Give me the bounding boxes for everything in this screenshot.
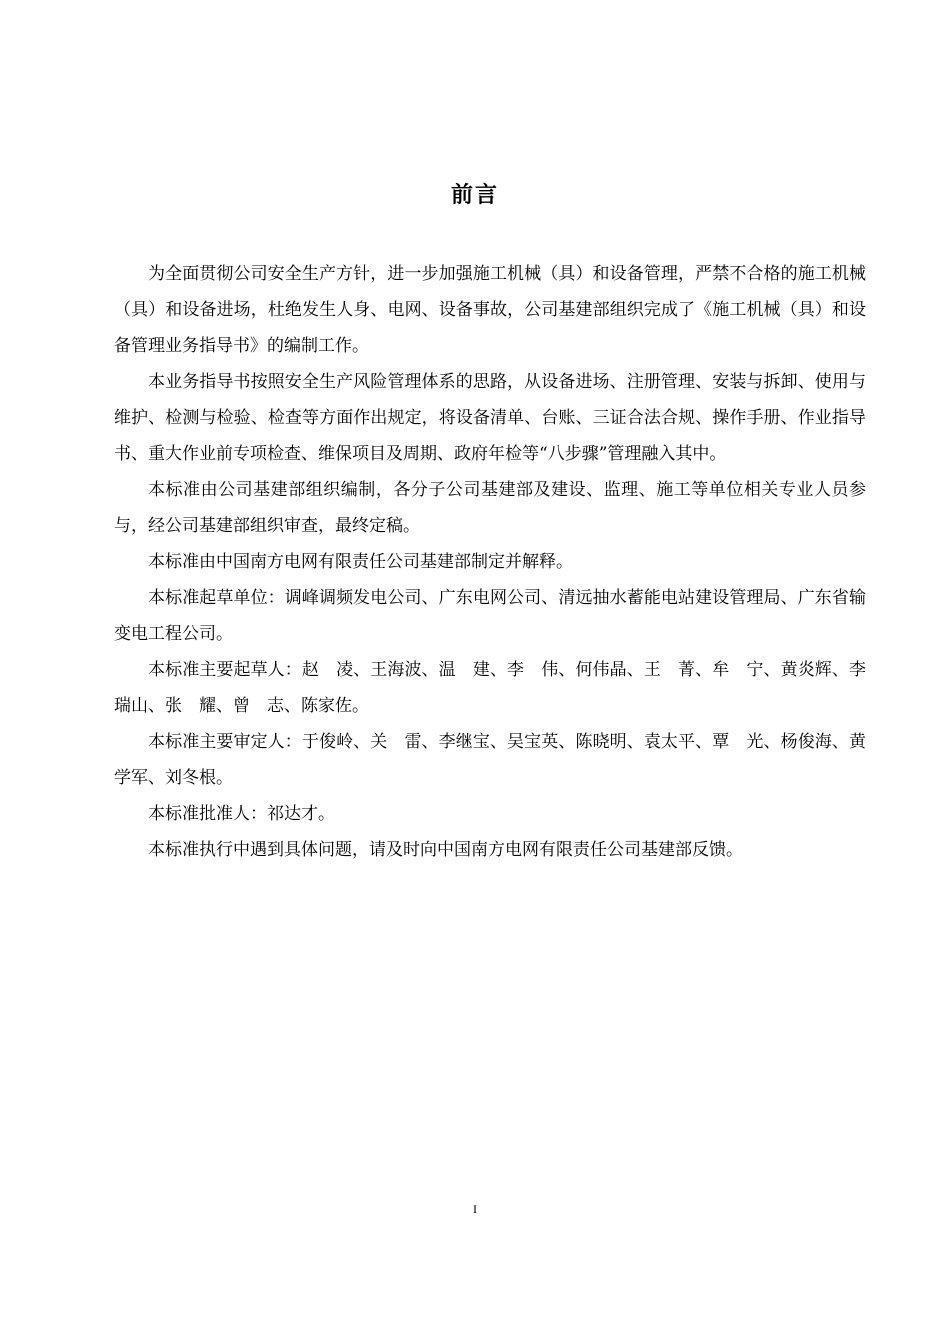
paragraph-feedback: 本标准执行中遇到具体问题，请及时向中国南方电网有限责任公司基建部反馈。 [148, 840, 743, 860]
paragraph-compilation: 本标准由公司基建部组织编制，各分子公司基建部及建设、监理、施工等单位相关专业人员参与，经公司基建部组织审查，最终定稿。 [114, 480, 866, 536]
paragraph-scope: 本业务指导书按照安全生产风险管理体系的思路，从设备进场、注册管理、安装与拆卸、使用与维护、检测与检验、检查等方面作出规定，将设备清单、台账、三证合法合规、操作手册、作业指导书、重大作业前专项检查、维保项目及周期、政府年检等“八步骤”管理融入其中。 [114, 372, 866, 464]
paragraph-approver: 本标准批准人：祁达才。 [148, 804, 335, 824]
paragraph-purpose: 为全面贯彻公司安全生产方针，进一步加强施工机械（具）和设备管理，严禁不合格的施工机械（具）和设备进场，杜绝发生人身、电网、设备事故，公司基建部组织完成了《施工机械（具）和设备管理业务指导书》的编制工作。 [114, 264, 866, 356]
page-number: I [473, 1202, 477, 1216]
body-text [114, 256, 866, 868]
paragraph-interpretation: 本标准由中国南方电网有限责任公司基建部制定并解释。 [148, 552, 573, 572]
paragraph-reviewers: 本标准主要审定人：于俊岭、关 雷、李继宝、吴宝英、陈晓明、袁太平、覃 光、杨俊海、黄学军、刘冬根。 [114, 732, 866, 788]
paragraph-drafters: 本标准主要起草人：赵 凌、王海波、温 建、李 伟、何伟晶、王 菁、牟 宁、黄炎辉、李瑞山、张 耀、曾 志、陈家佐。 [114, 660, 866, 716]
page-title: 前言 [450, 183, 499, 208]
paragraph-drafting-units: 本标准起草单位：调峰调频发电公司、广东电网公司、清远抽水蓄能电站建设管理局、广东省输变电工程公司。 [114, 588, 866, 644]
